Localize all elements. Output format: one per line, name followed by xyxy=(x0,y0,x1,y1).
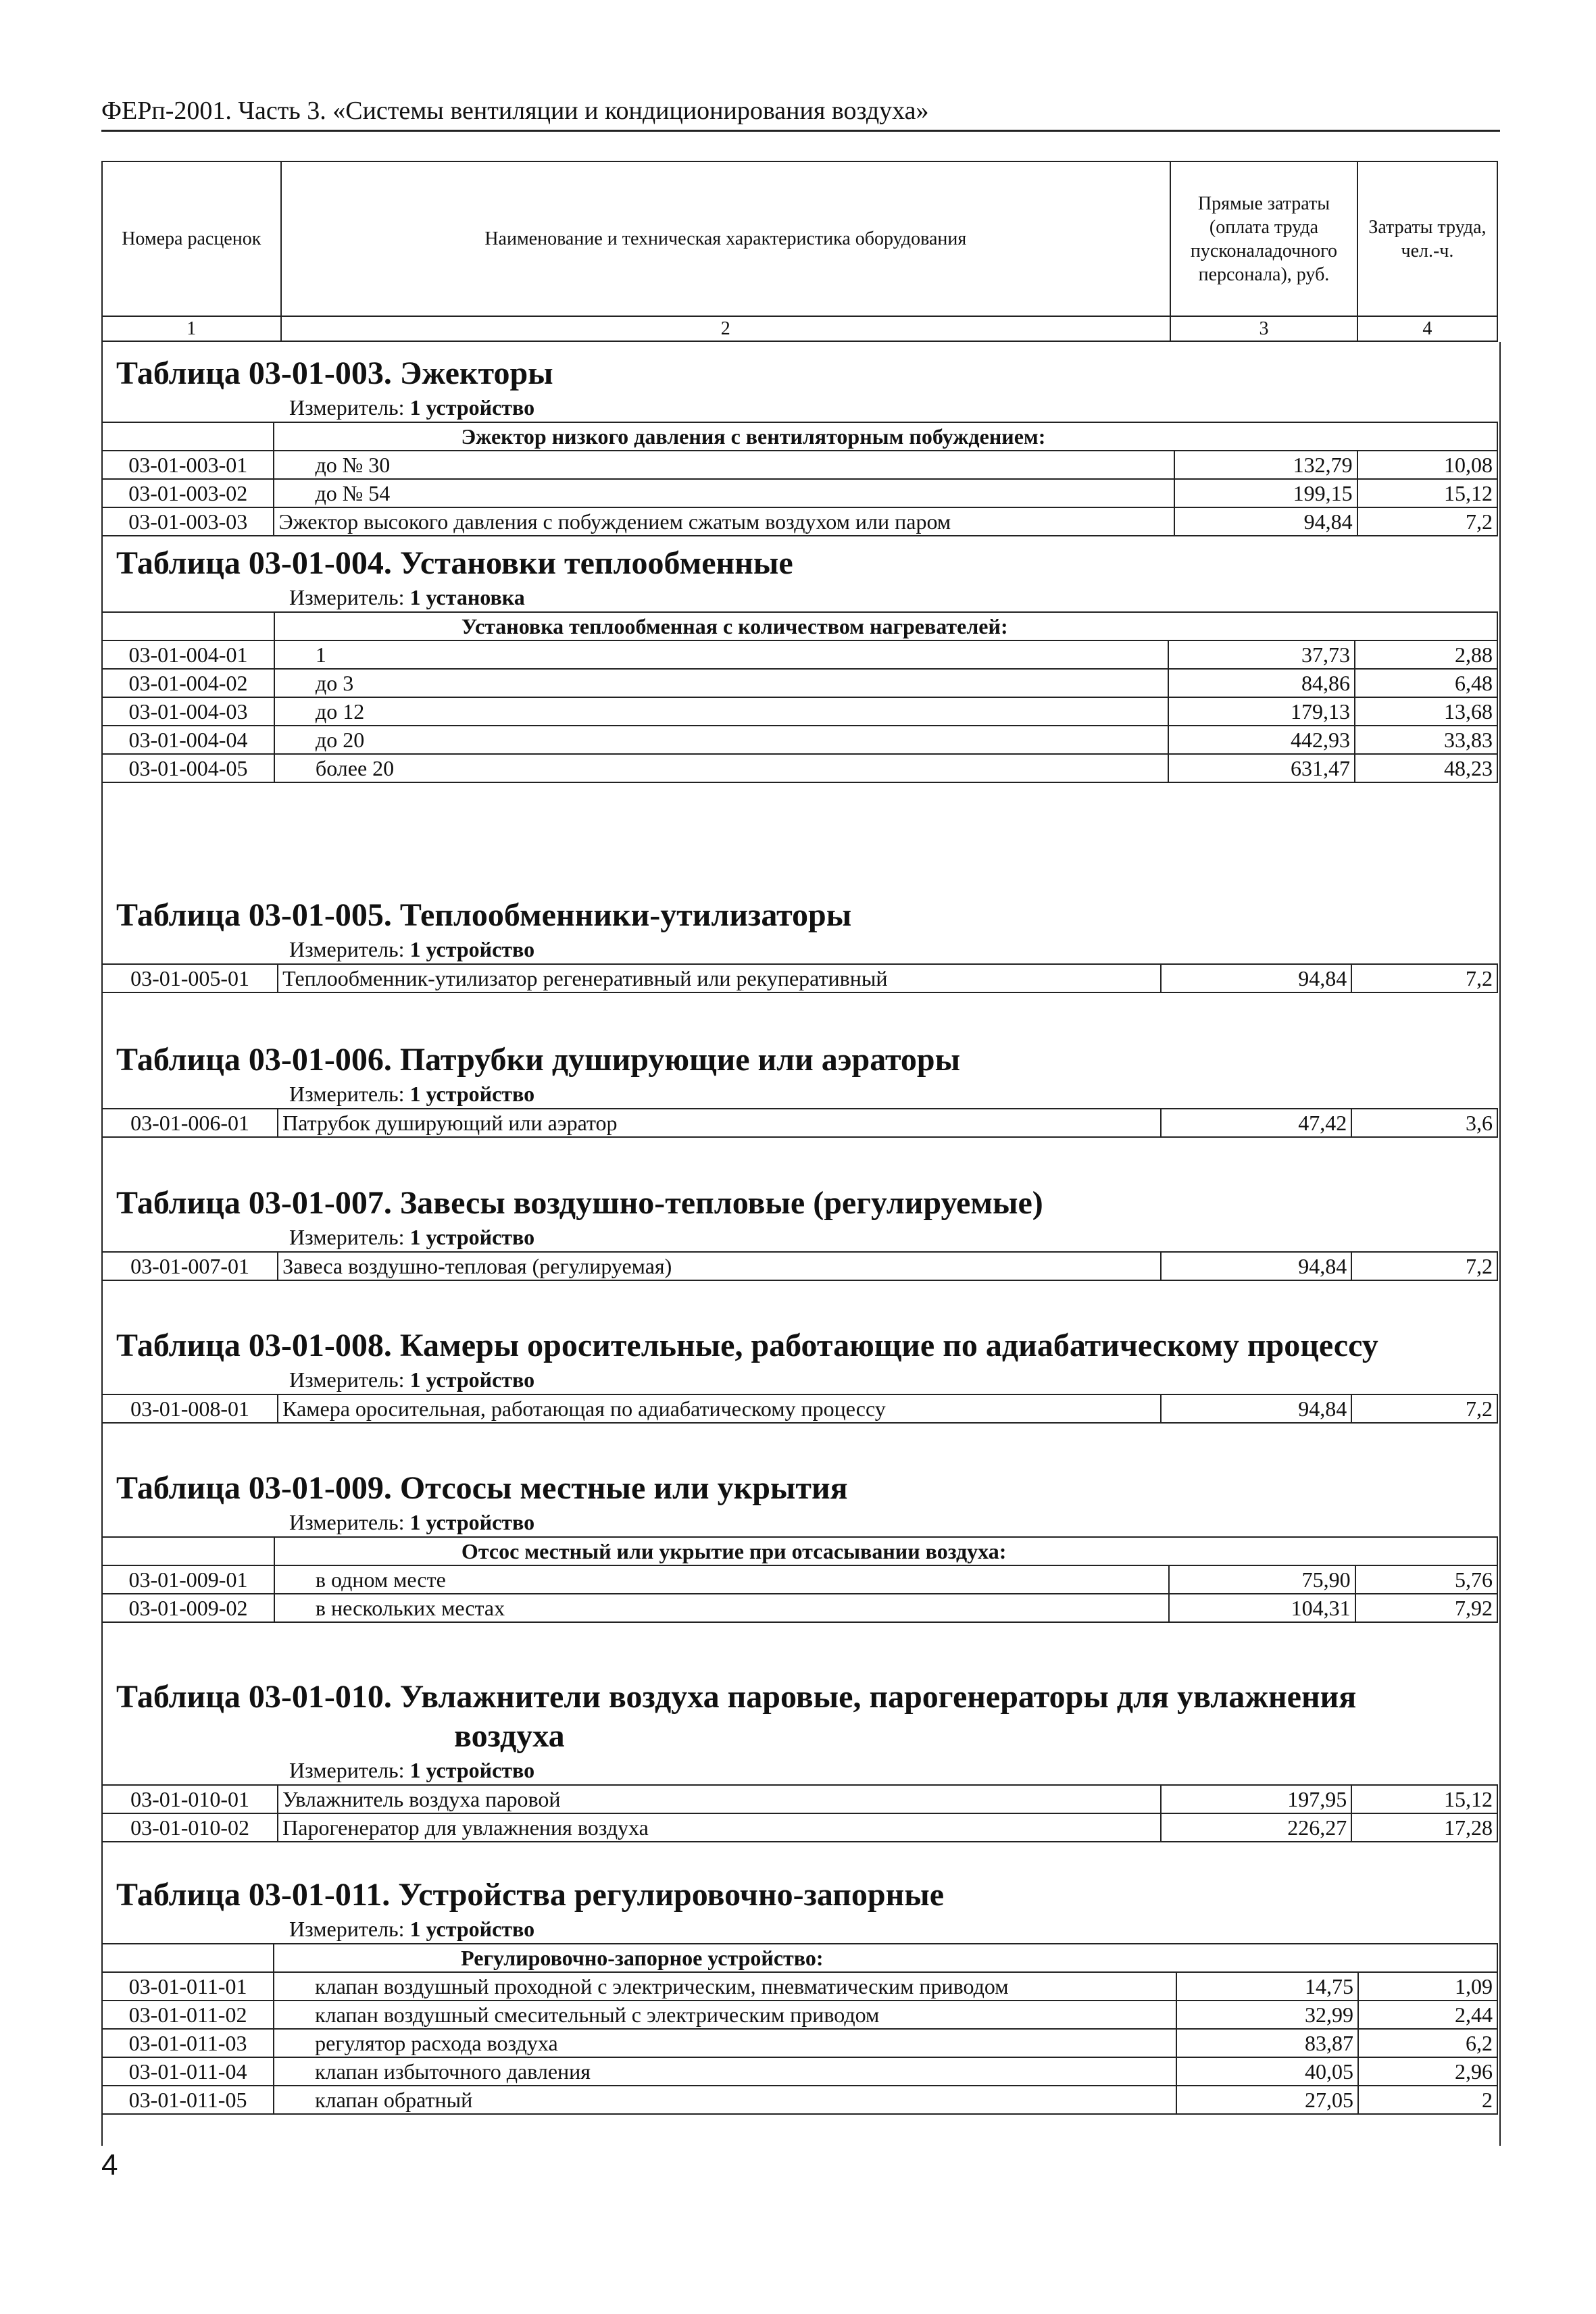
rate-cost: 47,42 xyxy=(1161,1109,1351,1137)
section-meter xyxy=(103,583,1499,611)
column-number: 2 xyxy=(281,316,1171,341)
rate-name: клапан обратный xyxy=(274,2086,1176,2114)
meter-label: Измеритель: xyxy=(289,1758,405,1782)
section-title: Таблица 03-01-005. Теплообменники-утилизаторы xyxy=(116,897,852,933)
meter-unit: 1 устройство xyxy=(409,395,535,420)
empty-cell xyxy=(102,422,274,451)
rate-name: до 12 xyxy=(274,697,1168,726)
rate-table xyxy=(101,1394,1498,1424)
rate-code: 03-01-010-01 xyxy=(102,1785,278,1813)
group-row xyxy=(102,1944,1497,1972)
rate-code: 03-01-003-02 xyxy=(102,479,274,507)
rate-cost: 94,84 xyxy=(1161,964,1351,992)
rate-labor: 7,2 xyxy=(1351,1252,1497,1280)
rate-labor: 7,2 xyxy=(1351,1394,1497,1423)
rate-row xyxy=(102,1394,1497,1423)
rate-labor: 33,83 xyxy=(1355,726,1497,754)
section-title: Таблица 03-01-008. Камеры оросительные, работающие по адиабатическому процессу xyxy=(116,1328,1378,1363)
column-number: 3 xyxy=(1170,316,1357,341)
rate-code: 03-01-004-05 xyxy=(102,754,274,782)
rate-row xyxy=(102,726,1497,754)
rate-row xyxy=(102,2029,1497,2057)
section-title: Таблица 03-01-009. Отсосы местные или укрытия xyxy=(116,1470,848,1506)
rate-cost: 94,84 xyxy=(1174,507,1357,536)
rate-name: до 3 xyxy=(274,669,1168,697)
meter-label: Измеритель: xyxy=(289,1917,405,1941)
rate-table-section xyxy=(103,896,1499,993)
rate-labor: 15,12 xyxy=(1351,1785,1497,1813)
rate-row xyxy=(102,964,1497,992)
section-meter xyxy=(103,1080,1499,1108)
rate-code: 03-01-011-04 xyxy=(102,2057,274,2086)
rate-code: 03-01-004-04 xyxy=(102,726,274,754)
rate-cost: 37,73 xyxy=(1168,640,1355,669)
meter-label: Измеритель: xyxy=(289,1082,405,1106)
column-header-table xyxy=(101,161,1498,342)
rate-code: 03-01-004-03 xyxy=(102,697,274,726)
rate-name: клапан избыточного давления xyxy=(274,2057,1176,2086)
rate-code: 03-01-009-01 xyxy=(102,1565,274,1594)
meter-label: Измеритель: xyxy=(289,937,405,961)
meter-unit: 1 устройство xyxy=(409,1758,535,1782)
rate-row xyxy=(102,2001,1497,2029)
column-header-labor: Затраты труда, чел.-ч. xyxy=(1357,161,1497,316)
rate-table xyxy=(101,963,1498,993)
rate-code: 03-01-004-02 xyxy=(102,669,274,697)
rate-row xyxy=(102,479,1497,507)
rate-cost: 199,15 xyxy=(1174,479,1357,507)
rate-cost: 40,05 xyxy=(1176,2057,1358,2086)
rate-table xyxy=(101,1943,1498,2115)
rate-labor: 15,12 xyxy=(1357,479,1497,507)
rate-row xyxy=(102,754,1497,782)
rate-labor: 7,92 xyxy=(1355,1594,1497,1622)
group-label: Отсос местный или укрытие при отсасывании воздуха: xyxy=(274,1537,1497,1565)
section-title: Таблица 03-01-007. Завесы воздушно-тепловые (регулируемые) xyxy=(116,1185,1043,1221)
rate-cost: 104,31 xyxy=(1169,1594,1355,1622)
rate-row xyxy=(102,1972,1497,2001)
rate-cost: 94,84 xyxy=(1161,1252,1351,1280)
column-number: 1 xyxy=(102,316,281,341)
rate-cost: 179,13 xyxy=(1168,697,1355,726)
group-row xyxy=(102,1537,1497,1565)
section-meter xyxy=(103,1915,1499,1943)
meter-label: Измеритель: xyxy=(289,585,405,609)
rate-name: 1 xyxy=(274,640,1168,669)
rate-row xyxy=(102,1785,1497,1813)
section-meter xyxy=(103,393,1499,422)
section-title: Таблица 03-01-003. Эжекторы xyxy=(116,355,553,391)
rate-labor: 48,23 xyxy=(1355,754,1497,782)
rate-name: более 20 xyxy=(274,754,1168,782)
meter-label: Измеритель: xyxy=(289,1225,405,1249)
rate-cost: 631,47 xyxy=(1168,754,1355,782)
rate-labor: 2,88 xyxy=(1355,640,1497,669)
rate-code: 03-01-008-01 xyxy=(102,1394,278,1423)
rate-code: 03-01-007-01 xyxy=(102,1252,278,1280)
rate-name: регулятор расхода воздуха xyxy=(274,2029,1176,2057)
rate-row xyxy=(102,1109,1497,1137)
rate-labor: 17,28 xyxy=(1351,1813,1497,1842)
rate-table-section xyxy=(103,1326,1499,1424)
rate-name: Теплообменник-утилизатор регенеративный или рекуперативный xyxy=(278,964,1161,992)
rate-code: 03-01-011-03 xyxy=(102,2029,274,2057)
rate-name: в одном месте xyxy=(274,1565,1169,1594)
empty-cell xyxy=(102,1537,274,1565)
rate-labor: 2,44 xyxy=(1358,2001,1497,2029)
meter-unit: 1 устройство xyxy=(409,937,535,961)
rate-labor: 2 xyxy=(1358,2086,1497,2114)
rate-name: Парогенератор для увлажнения воздуха xyxy=(278,1813,1161,1842)
rate-name: Эжектор высокого давления с побуждением сжатым воздухом или паром xyxy=(274,507,1174,536)
rate-row xyxy=(102,1252,1497,1280)
section-title: Таблица 03-01-011. Устройства регулировочно-запорные xyxy=(116,1877,945,1913)
meter-unit: 1 установка xyxy=(409,585,525,609)
rate-cost: 75,90 xyxy=(1169,1565,1355,1594)
meter-unit: 1 устройство xyxy=(409,1510,535,1534)
rate-row xyxy=(102,669,1497,697)
rate-code: 03-01-005-01 xyxy=(102,964,278,992)
section-title: Таблица 03-01-010. Увлажнители воздуха паровые, парогенераторы для увлажнения xyxy=(116,1679,1357,1715)
rate-cost: 94,84 xyxy=(1161,1394,1351,1423)
meter-unit: 1 устройство xyxy=(409,1367,535,1392)
rate-table-section xyxy=(103,1469,1499,1623)
section-meter xyxy=(103,935,1499,963)
rate-cost: 442,93 xyxy=(1168,726,1355,754)
rate-name: клапан воздушный смесительный с электрическим приводом xyxy=(274,2001,1176,2029)
rate-labor: 5,76 xyxy=(1355,1565,1497,1594)
meter-unit: 1 устройство xyxy=(409,1082,535,1106)
rate-table xyxy=(101,1536,1498,1623)
meter-label: Измеритель: xyxy=(289,1367,405,1392)
rate-table-section xyxy=(103,544,1499,783)
group-label: Регулировочно-запорное устройство: xyxy=(274,1944,1497,1972)
column-header-name: Наименование и техническая характеристика оборудования xyxy=(281,161,1171,316)
rate-row xyxy=(102,1813,1497,1842)
rate-row xyxy=(102,1565,1497,1594)
rate-name: Завеса воздушно-тепловая (регулируемая) xyxy=(278,1252,1161,1280)
rate-cost: 132,79 xyxy=(1174,451,1357,479)
rate-labor: 10,08 xyxy=(1357,451,1497,479)
rate-row xyxy=(102,697,1497,726)
group-row xyxy=(102,612,1497,640)
rate-cost: 197,95 xyxy=(1161,1785,1351,1813)
rate-name: до № 30 xyxy=(274,451,1174,479)
rate-table xyxy=(101,1251,1498,1281)
rate-row xyxy=(102,2057,1497,2086)
group-label: Эжектор низкого давления с вентиляторным побуждением: xyxy=(274,422,1497,451)
rate-name: Камера оросительная, работающая по адиабатическому процессу xyxy=(278,1394,1161,1423)
rate-labor: 6,48 xyxy=(1355,669,1497,697)
rate-code: 03-01-006-01 xyxy=(102,1109,278,1137)
rate-table xyxy=(101,1784,1498,1842)
rate-row xyxy=(102,507,1497,536)
page-number: 4 xyxy=(101,2148,118,2182)
group-label: Установка теплообменная с количеством нагревателей: xyxy=(274,612,1497,640)
section-meter xyxy=(103,1223,1499,1251)
rate-table-section xyxy=(103,1876,1499,2115)
section-title: Таблица 03-01-006. Патрубки душирующие или аэраторы xyxy=(116,1042,961,1078)
group-row xyxy=(102,422,1497,451)
rate-code: 03-01-003-01 xyxy=(102,451,274,479)
rate-labor: 13,68 xyxy=(1355,697,1497,726)
rate-name: до № 54 xyxy=(274,479,1174,507)
rate-table-section xyxy=(103,1678,1499,1842)
rate-cost: 32,99 xyxy=(1176,2001,1358,2029)
rate-name: в нескольких местах xyxy=(274,1594,1169,1622)
rate-labor: 6,2 xyxy=(1358,2029,1497,2057)
rate-labor: 7,2 xyxy=(1357,507,1497,536)
empty-cell xyxy=(102,1944,274,1972)
rate-labor: 2,96 xyxy=(1358,2057,1497,2086)
rate-row xyxy=(102,1594,1497,1622)
column-header-cost: Прямые затраты (оплата труда пусконаладочного персонала), руб. xyxy=(1170,161,1357,316)
meter-label: Измеритель: xyxy=(289,1510,405,1534)
rate-code: 03-01-011-05 xyxy=(102,2086,274,2114)
section-meter xyxy=(103,1756,1499,1784)
meter-unit: 1 устройство xyxy=(409,1225,535,1249)
rate-code: 03-01-011-01 xyxy=(102,1972,274,2001)
section-meter xyxy=(103,1365,1499,1394)
rate-name: до 20 xyxy=(274,726,1168,754)
rate-table xyxy=(101,611,1498,783)
column-number: 4 xyxy=(1357,316,1497,341)
section-meter xyxy=(103,1508,1499,1536)
rate-table-section xyxy=(103,354,1499,536)
rate-name: Увлажнитель воздуха паровой xyxy=(278,1785,1161,1813)
rate-table-section xyxy=(103,1184,1499,1281)
rate-name: Патрубок душирующий или аэратор xyxy=(278,1109,1161,1137)
rate-cost: 14,75 xyxy=(1176,1972,1358,2001)
rate-row xyxy=(102,451,1497,479)
document-header: ФЕРп-2001. Часть 3. «Системы вентиляции и кондиционирования воздуха» xyxy=(101,96,1500,132)
section-title-continuation: воздуха xyxy=(454,1718,565,1754)
tables-body xyxy=(101,342,1501,2146)
rate-labor: 3,6 xyxy=(1351,1109,1497,1137)
rate-cost: 84,86 xyxy=(1168,669,1355,697)
rate-code: 03-01-003-03 xyxy=(102,507,274,536)
rate-code: 03-01-011-02 xyxy=(102,2001,274,2029)
rate-cost: 83,87 xyxy=(1176,2029,1358,2057)
rate-name: клапан воздушный проходной с электрическим, пневматическим приводом xyxy=(274,1972,1176,2001)
rate-code: 03-01-009-02 xyxy=(102,1594,274,1622)
rate-cost: 226,27 xyxy=(1161,1813,1351,1842)
rate-code: 03-01-010-02 xyxy=(102,1813,278,1842)
rate-row xyxy=(102,2086,1497,2114)
rate-table-section xyxy=(103,1040,1499,1138)
rate-labor: 7,2 xyxy=(1351,964,1497,992)
meter-unit: 1 устройство xyxy=(409,1917,535,1941)
rate-code: 03-01-004-01 xyxy=(102,640,274,669)
rate-cost: 27,05 xyxy=(1176,2086,1358,2114)
empty-cell xyxy=(102,612,274,640)
rate-row xyxy=(102,640,1497,669)
section-title: Таблица 03-01-004. Установки теплообменные xyxy=(116,545,793,581)
rate-table xyxy=(101,1108,1498,1138)
rate-labor: 1,09 xyxy=(1358,1972,1497,2001)
column-header-code: Номера расценок xyxy=(102,161,281,316)
rate-table xyxy=(101,422,1498,536)
meter-label: Измеритель: xyxy=(289,395,405,420)
